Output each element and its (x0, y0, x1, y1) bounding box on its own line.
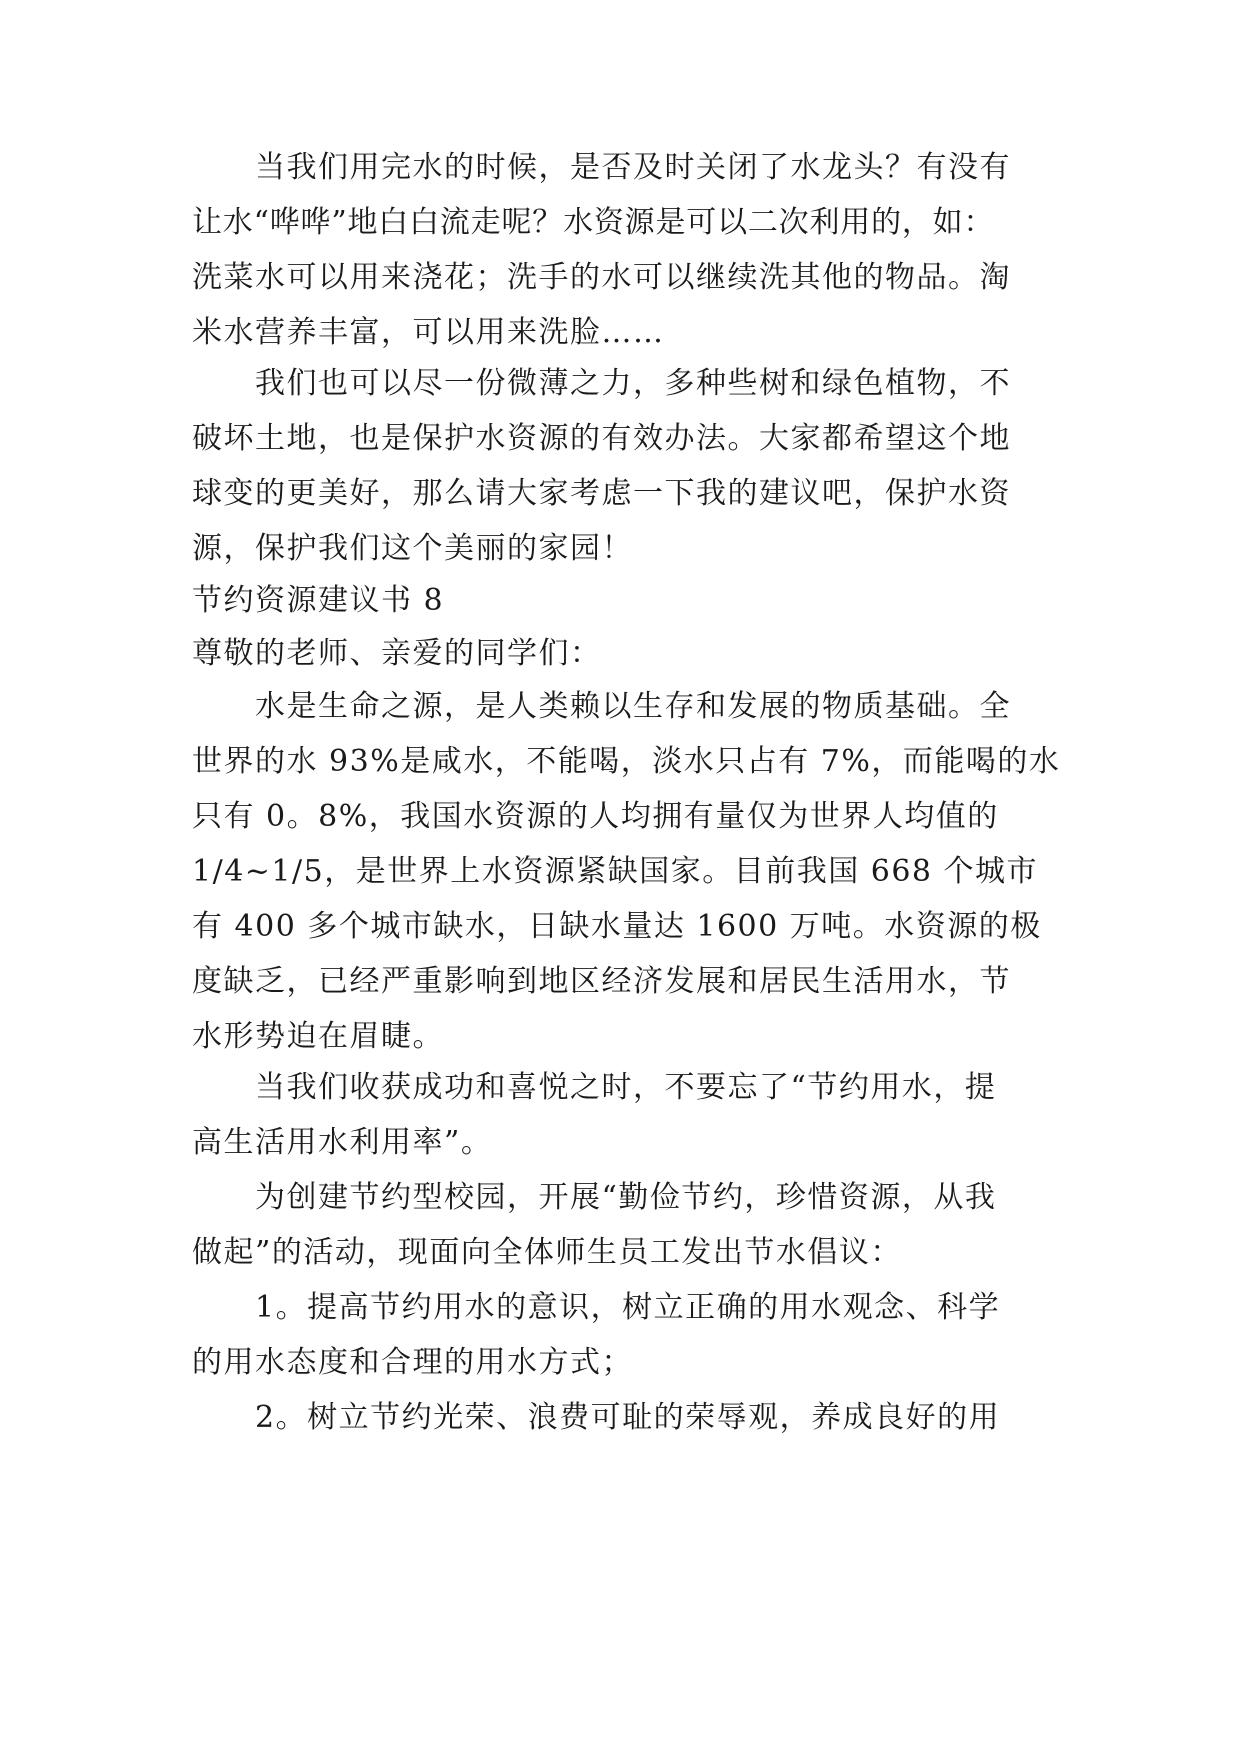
text-line: 做起”的活动，现面向全体师生员工发出节水倡议： (192, 1235, 902, 1270)
text-line: 当我们用完水的时候，是否及时关闭了水龙头？有没有 (255, 150, 1011, 185)
salutation: 尊敬的老师、亲爱的同学们： (192, 636, 602, 671)
section-heading: 节约资源建议书 8 (192, 583, 445, 618)
list-item: 2。树立节约光荣、浪费可耻的荣辱观，养成良好的用 (255, 1400, 1001, 1435)
text-line: 米水营养丰富，可以用来洗脸…… (192, 315, 665, 350)
text-line: 度缺乏，已经严重影响到地区经济发展和居民生活用水，节 (192, 964, 1011, 999)
text-line: 水形势迫在眉睫。 (192, 1019, 444, 1054)
text-line: 的用水态度和合理的用水方式； (192, 1345, 633, 1380)
text-line: 世界的水 93%是咸水，不能喝，淡水只占有 7%，而能喝的水 (192, 744, 1061, 779)
text-line: 球变的更美好，那么请大家考虑一下我的建议吧，保护水资 (192, 476, 1011, 511)
text-line: 源，保护我们这个美丽的家园！ (192, 531, 633, 566)
text-line: 让水“哗哗”地白白流走呢？水资源是可以二次利用的，如： (192, 205, 995, 240)
text-line: 1/4~1/5，是世界上水资源紧缺国家。目前我国 668 个城市 (192, 854, 1039, 889)
text-line: 为创建节约型校园，开展“勤俭节约，珍惜资源，从我 (255, 1180, 997, 1215)
text-line: 破坏土地，也是保护水资源的有效办法。大家都希望这个地 (192, 421, 1011, 456)
text-line: 当我们收获成功和喜悦之时，不要忘了“节约用水，提 (255, 1070, 997, 1105)
text-line: 有 400 多个城市缺水，日缺水量达 1600 万吨。水资源的极 (192, 909, 1042, 944)
text-line: 洗菜水可以用来浇花；洗手的水可以继续洗其他的物品。淘 (192, 260, 1011, 295)
text-line: 只有 0。8%，我国水资源的人均拥有量仅为世界人均值的 (192, 799, 999, 834)
text-line: 高生活用水利用率”。 (192, 1125, 493, 1160)
text-line: 我们也可以尽一份微薄之力，多种些树和绿色植物，不 (255, 366, 1011, 401)
list-item: 1。提高节约用水的意识，树立正确的用水观念、科学 (255, 1290, 1001, 1325)
text-line: 水是生命之源，是人类赖以生存和发展的物质基础。全 (255, 689, 1011, 724)
